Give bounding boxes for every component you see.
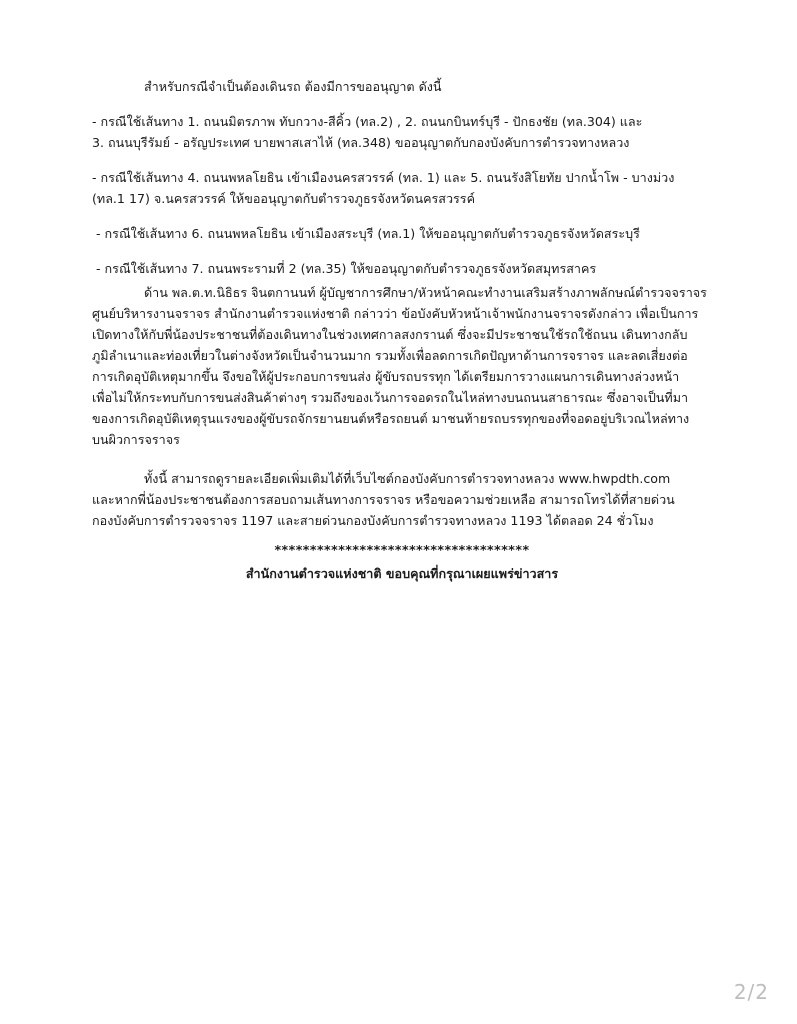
statement-paragraph (92, 282, 712, 450)
case-2-paragraph (92, 167, 712, 209)
intro-paragraph: สำหรับกรณีจำเป็นต้องเดินรถ ต้องมีการขออนุญาต ดังนี้ (144, 79, 442, 94)
contact-line: และหากพี่น้องประชาชนต้องการสอบถามเส้นทางการจราจร หรือขอความช่วยเหลือ สามารถโทรได้ที่สายด่วน (92, 492, 675, 507)
case-1-paragraph (92, 111, 712, 153)
case-3-paragraph: - กรณีใช้เส้นทาง 6. ถนนพหลโยธิน เข้าเมืองสระบุรี (ทล.1) ให้ขออนุญาตกับตำรวจภูธรจังหวัดสระบุรี (92, 226, 640, 241)
document-body (92, 76, 712, 586)
case-2-line-2: (ทล.1 17) จ.นครสวรรค์ ให้ขออนุญาตกับตำรวจภูธรจังหวัดนครสวรรค์ (92, 191, 475, 206)
case-2-line-1: - กรณีใช้เส้นทาง 4. ถนนพหลโยธิน เข้าเมืองนครสวรรค์ (ทล. 1) และ 5. ถนนรังสิโยทัย ปากน้ำโพ - บางม่วง (92, 170, 675, 185)
page-indicator: 2/2 (733, 980, 769, 1004)
contact-paragraph (92, 468, 712, 531)
case-4-paragraph: - กรณีใช้เส้นทาง 7. ถนนพระรามที่ 2 (ทล.35) ให้ขออนุญาตกับตำรวจภูธรจังหวัดสมุทรสาคร (92, 261, 597, 276)
separator-stars: ************************************ (274, 542, 530, 557)
statement-line: เพื่อไม่ให้กระทบกับการขนส่งสินค้าต่างๆ รวมถึงของเว้นการจอดรถในไหล่ทางบนถนนสาธารณะ ซึ่งอาจเป็นที่มา (92, 390, 689, 405)
statement-line: ด้าน พล.ต.ท.นิธิธร จินตกานนท์ ผู้บัญชาการศึกษา/หัวหน้าคณะทำงานเสริมสร้างภาพลักษณ์ตำรวจจราจร (144, 285, 707, 300)
statement-line: ภูมิลำเนาและท่องเที่ยวในต่างจังหวัดเป็นจำนวนมาก รวมทั้งเพื่อลดการเกิดปัญหาด้านการจราจร และลดเสี่ยงต่อ (92, 348, 688, 363)
statement-line: การเกิดอุบัติเหตุมากขึ้น จึงขอให้ผู้ประกอบการขนส่ง ผู้ขับรถบรรทุก ได้เตรียมการวางแผนการเดินทางล่วงหน้า (92, 369, 680, 384)
footer-text: สำนักงานตำรวจแห่งชาติ ขอบคุณที่กรุณาเผยแพร่ข่าวสาร (245, 566, 559, 581)
contact-line: กองบังคับการตำรวจจราจร 1197 และสายด่วนกองบังคับการตำรวจทางหลวง 1193 ได้ตลอด 24 ชั่วโมง (92, 513, 654, 528)
statement-line: บนผิวการจราจร (92, 432, 180, 447)
case-1-line-1: - กรณีใช้เส้นทาง 1. ถนนมิตรภาพ ทับกวาง-สีคิ้ว (ทล.2) , 2. ถนนกบินทร์บุรี - ปักธงชัย (ทล.304) และ (92, 114, 643, 129)
case-1-line-2: 3. ถนนบุรีรัมย์ - อรัญประเทศ บายพาสเสาไห้ (ทล.348) ขออนุญาตกับกองบังคับการตำรวจทางหลวง (92, 135, 630, 150)
statement-line: เปิดทางให้กับพี่น้องประชาชนที่ต้องเดินทางในช่วงเทศกาลสงกรานต์ ซึ่งจะมีประชาชนใช้รถใช้ถนน เดินทางกลับ (92, 327, 688, 342)
statement-line: ของการเกิดอุบัติเหตุรุนแรงของผู้ขับรถจักรยานยนต์หรือรถยนต์ มาชนท้ายรถบรรทุกของที่จอดอยู่บริเวณไหล่ทาง (92, 411, 690, 426)
statement-line: ศูนย์บริหารงานจราจร สำนักงานตำรวจแห่งชาติ กล่าวว่า ข้อบังคับหัวหน้าเจ้าพนักงานจราจรดังกล่าว เพื่อเป็นการ (92, 306, 699, 321)
contact-line: ทั้งนี้ สามารถดูรายละเอียดเพิ่มเติมได้ที่เว็บไซต์กองบังคับการตำรวจทางหลวง www.hwpdth.com (144, 471, 671, 486)
